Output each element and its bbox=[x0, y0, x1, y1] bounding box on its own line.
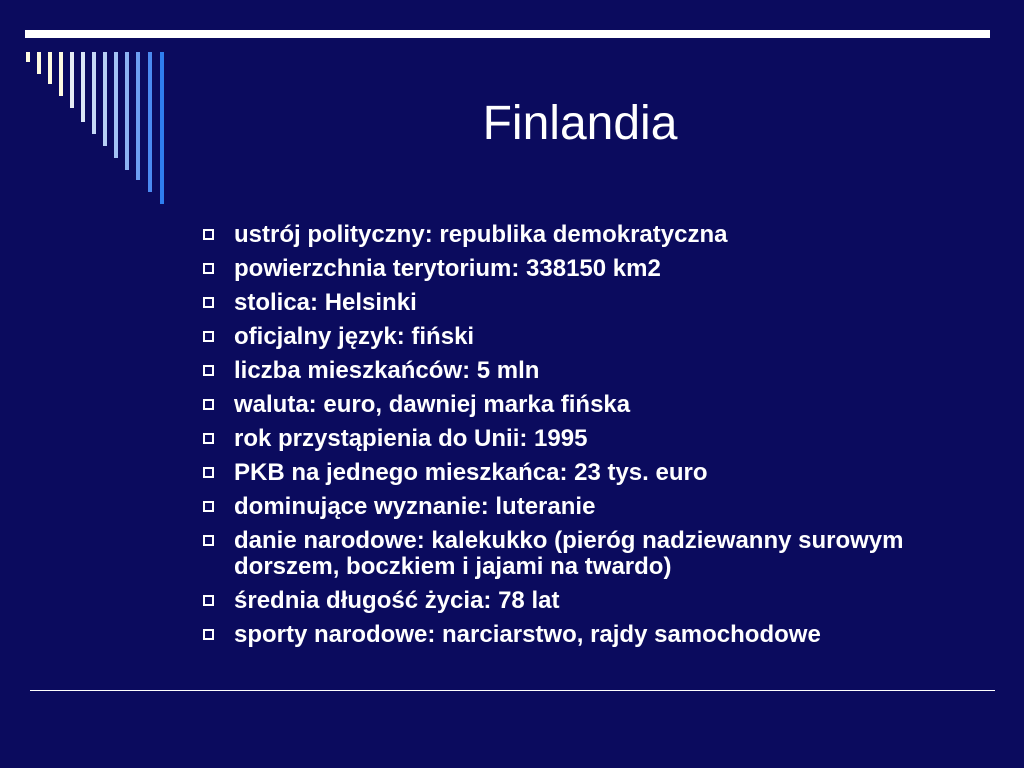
bullet-text: stolica: Helsinki bbox=[234, 289, 417, 316]
bullet-item bbox=[200, 460, 990, 486]
bullet-item bbox=[200, 588, 990, 614]
stripe-2 bbox=[37, 52, 41, 74]
square-bullet-icon bbox=[203, 399, 214, 410]
bullet-item bbox=[200, 222, 990, 248]
stripe-8 bbox=[103, 52, 107, 146]
bullet-text: waluta: euro, dawniej marka fińska bbox=[234, 391, 631, 418]
square-bullet-icon bbox=[203, 433, 214, 444]
bullet-item bbox=[200, 528, 990, 580]
bullet-text: liczba mieszkańców: 5 mln bbox=[234, 357, 540, 384]
square-bullet-icon bbox=[203, 331, 214, 342]
bullet-text: PKB na jednego mieszkańca: 23 tys. euro bbox=[234, 459, 708, 486]
stripe-9 bbox=[114, 52, 118, 158]
square-bullet-icon bbox=[203, 535, 214, 546]
bullet-text: powierzchnia terytorium: 338150 km2 bbox=[234, 255, 661, 282]
square-bullet-icon bbox=[203, 297, 214, 308]
slide-title: Finlandia bbox=[482, 97, 678, 150]
bullet-item bbox=[200, 426, 990, 452]
square-bullet-icon bbox=[203, 263, 214, 274]
square-bullet-icon bbox=[203, 467, 214, 478]
bullet-item bbox=[200, 622, 990, 648]
stripe-10 bbox=[125, 52, 129, 170]
stripe-7 bbox=[92, 52, 96, 134]
stripe-5 bbox=[70, 52, 74, 108]
bullet-text: danie narodowe: kalekukko (pieróg nadziewanny surowym dorszem, boczkiem i jajami na twardo) bbox=[234, 527, 904, 580]
stripe-13 bbox=[160, 52, 164, 204]
bullet-item bbox=[200, 256, 990, 282]
square-bullet-icon bbox=[203, 629, 214, 640]
stripe-4 bbox=[59, 52, 63, 96]
stripe-3 bbox=[48, 52, 52, 84]
square-bullet-icon bbox=[203, 365, 214, 376]
bullet-text: sporty narodowe: narciarstwo, rajdy samochodowe bbox=[234, 621, 821, 648]
bullet-item bbox=[200, 494, 990, 520]
bullet-text: rok przystąpienia do Unii: 1995 bbox=[234, 425, 588, 452]
stripe-12 bbox=[148, 52, 152, 192]
bullet-text: dominujące wyznanie: luteranie bbox=[234, 493, 596, 520]
bullet-text: oficjalny język: fiński bbox=[234, 323, 475, 350]
stripe-11 bbox=[136, 52, 140, 180]
bullet-text: średnia długość życia: 78 lat bbox=[234, 587, 560, 614]
stripe-6 bbox=[81, 52, 85, 122]
bullet-text: ustrój polityczny: republika demokratyczna bbox=[234, 221, 728, 248]
bullet-item bbox=[200, 358, 990, 384]
bullet-item bbox=[200, 290, 990, 316]
square-bullet-icon bbox=[203, 229, 214, 240]
square-bullet-icon bbox=[203, 595, 214, 606]
bullet-item bbox=[200, 392, 990, 418]
stripe-1 bbox=[26, 52, 30, 62]
bullet-item bbox=[200, 324, 990, 350]
bottom-divider-line bbox=[30, 690, 995, 691]
bullet-list bbox=[200, 222, 990, 656]
square-bullet-icon bbox=[203, 501, 214, 512]
